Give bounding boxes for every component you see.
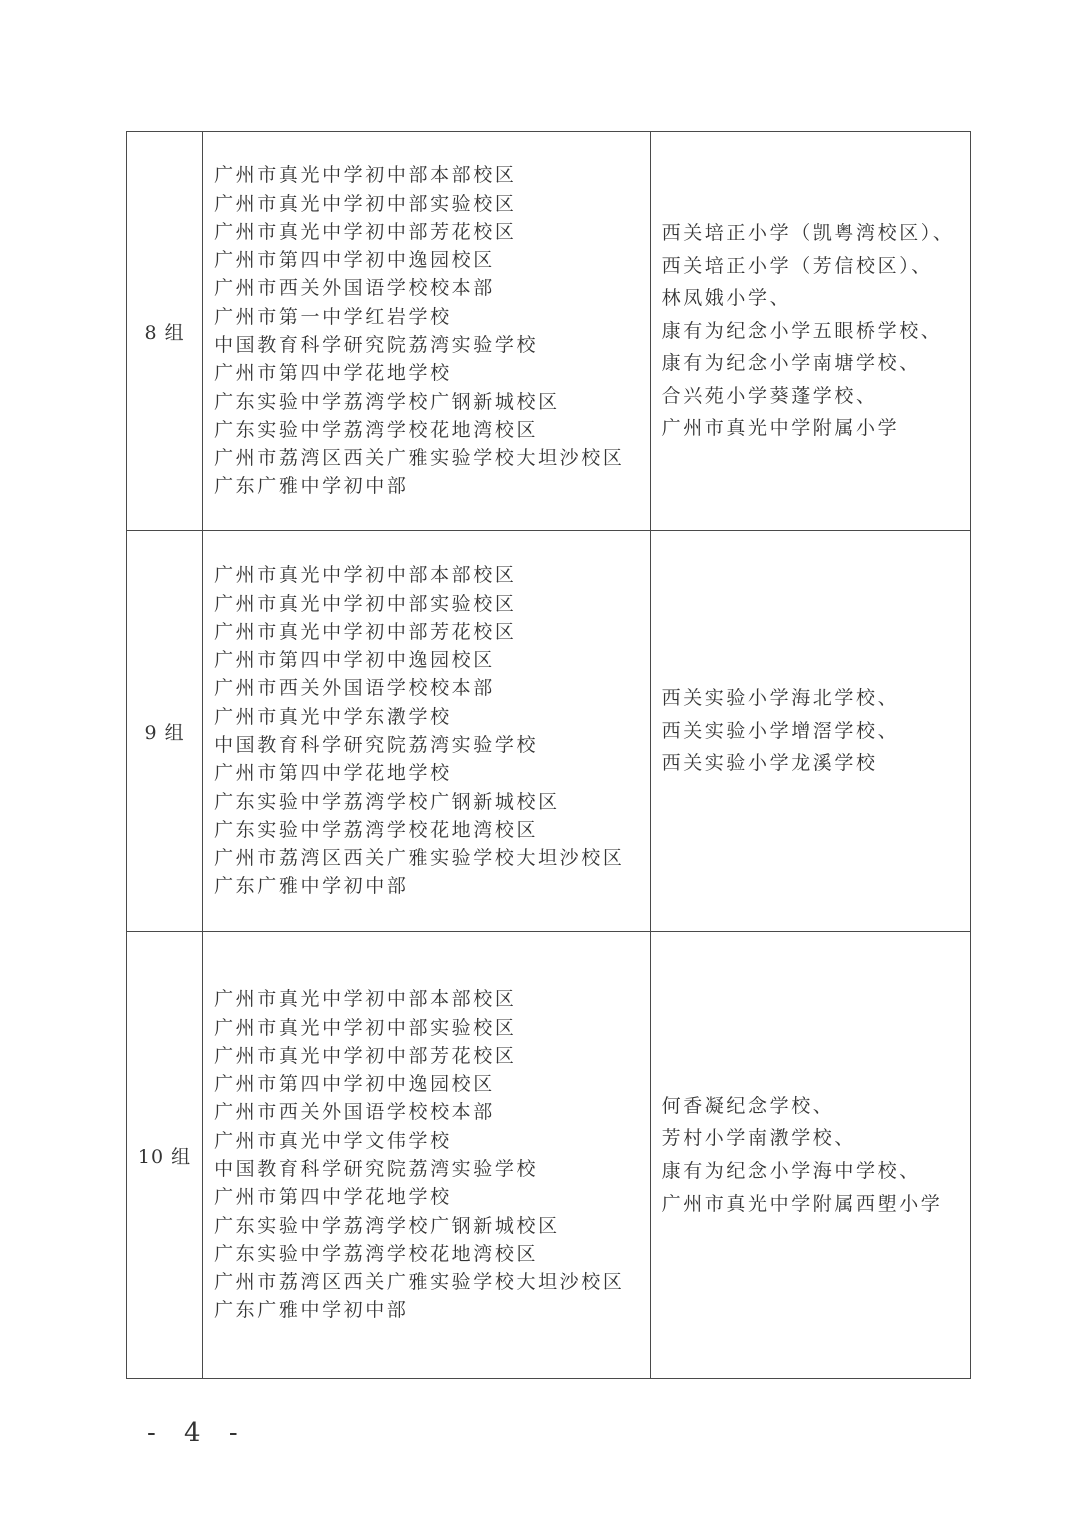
group-label: 10 组 — [127, 932, 203, 1379]
list-item: 广州市第四中学初中逸园校区 — [214, 649, 495, 672]
list-item: 广东实验中学荔湾学校广钢新城校区 — [214, 390, 560, 413]
list-item: 西关培正小学（芳信校区）、 — [661, 254, 933, 277]
list-item: 广州市第四中学初中逸园校区 — [214, 1073, 495, 1096]
table-row — [127, 531, 971, 932]
list-item: 广州市荔湾区西关广雅实验学校大坦沙校区 — [214, 847, 625, 870]
list-item: 广东广雅中学初中部 — [214, 875, 409, 898]
table-row — [127, 132, 971, 531]
middle-school-list — [203, 132, 651, 531]
middle-school-list — [203, 531, 651, 932]
primary-school-list — [650, 932, 970, 1379]
list-item: 广东实验中学荔湾学校广钢新城校区 — [214, 1214, 560, 1237]
list-item: 广东实验中学荔湾学校花地湾校区 — [214, 818, 539, 841]
list-item: 广东广雅中学初中部 — [214, 1299, 409, 1322]
list-item: 广州市真光中学文伟学校 — [214, 1129, 452, 1152]
list-item: 西关实验小学龙溪学校 — [661, 752, 878, 775]
list-item: 广东广雅中学初中部 — [214, 475, 409, 498]
primary-school-list — [650, 531, 970, 932]
list-item: 广州市西关外国语学校校本部 — [214, 277, 495, 300]
list-item: 芳村小学南漖学校、 — [661, 1127, 856, 1150]
list-item: 康有为纪念小学五眼桥学校、 — [661, 319, 943, 342]
list-item: 中国教育科学研究院荔湾实验学校 — [214, 1158, 539, 1180]
list-item: 康有为纪念小学南塘学校、 — [661, 352, 921, 375]
list-item: 广州市荔湾区西关广雅实验学校大坦沙校区 — [214, 1271, 625, 1294]
list-item: 中国教育科学研究院荔湾实验学校 — [214, 734, 539, 756]
list-item: 西关实验小学海北学校、 — [661, 687, 900, 710]
list-item: 广州市第四中学初中逸园校区 — [214, 249, 495, 272]
list-item: 广东实验中学荔湾学校广钢新城校区 — [214, 790, 560, 813]
list-item: 广州市真光中学初中部实验校区 — [214, 192, 517, 215]
list-item: 广州市第四中学花地学校 — [214, 362, 452, 385]
middle-school-list — [203, 932, 651, 1379]
allocation-table — [126, 131, 971, 1379]
list-item: 广州市西关外国语学校校本部 — [214, 1101, 495, 1124]
primary-school-list — [650, 132, 970, 531]
list-item: 广州市真光中学初中部本部校区 — [214, 564, 517, 587]
group-label: 9 组 — [127, 531, 203, 932]
list-item: 林凤娥小学、 — [661, 287, 792, 310]
list-item: 广州市真光中学初中部芳花校区 — [214, 220, 517, 243]
list-item: 广州市第四中学花地学校 — [214, 1186, 452, 1209]
list-item: 何香凝纪念学校、 — [661, 1094, 835, 1117]
list-item: 广州市真光中学初中部芳花校区 — [214, 620, 517, 643]
list-item: 广州市真光中学初中部本部校区 — [214, 164, 517, 187]
list-item: 合兴苑小学葵蓬学校、 — [661, 384, 878, 407]
list-item: 西关培正小学（凯粤湾校区）、 — [661, 221, 955, 244]
list-item: 康有为纪念小学海中学校、 — [661, 1160, 921, 1182]
page-number: - 4 - — [147, 1418, 248, 1448]
list-item: 广州市真光中学附属小学 — [661, 417, 900, 440]
list-item: 广东实验中学荔湾学校花地湾校区 — [214, 1242, 539, 1265]
table-row — [127, 932, 971, 1379]
list-item: 广州市荔湾区西关广雅实验学校大坦沙校区 — [214, 447, 625, 470]
list-item: 广州市真光中学初中部实验校区 — [214, 592, 517, 615]
list-item: 广州市第四中学花地学校 — [214, 762, 452, 785]
list-item: 西关实验小学增滘学校、 — [661, 719, 900, 742]
list-item: 广州市真光中学初中部实验校区 — [214, 1016, 517, 1039]
list-item: 广州市第一中学红岩学校 — [214, 305, 452, 328]
list-item: 广州市真光中学东漖学校 — [214, 705, 452, 728]
list-item: 广东实验中学荔湾学校花地湾校区 — [214, 418, 539, 441]
list-item: 中国教育科学研究院荔湾实验学校 — [214, 334, 539, 356]
list-item: 广州市真光中学附属西塱小学 — [661, 1192, 943, 1215]
group-label: 8 组 — [127, 132, 203, 531]
list-item: 广州市真光中学初中部本部校区 — [214, 988, 517, 1011]
list-item: 广州市真光中学初中部芳花校区 — [214, 1044, 517, 1067]
list-item: 广州市西关外国语学校校本部 — [214, 677, 495, 700]
